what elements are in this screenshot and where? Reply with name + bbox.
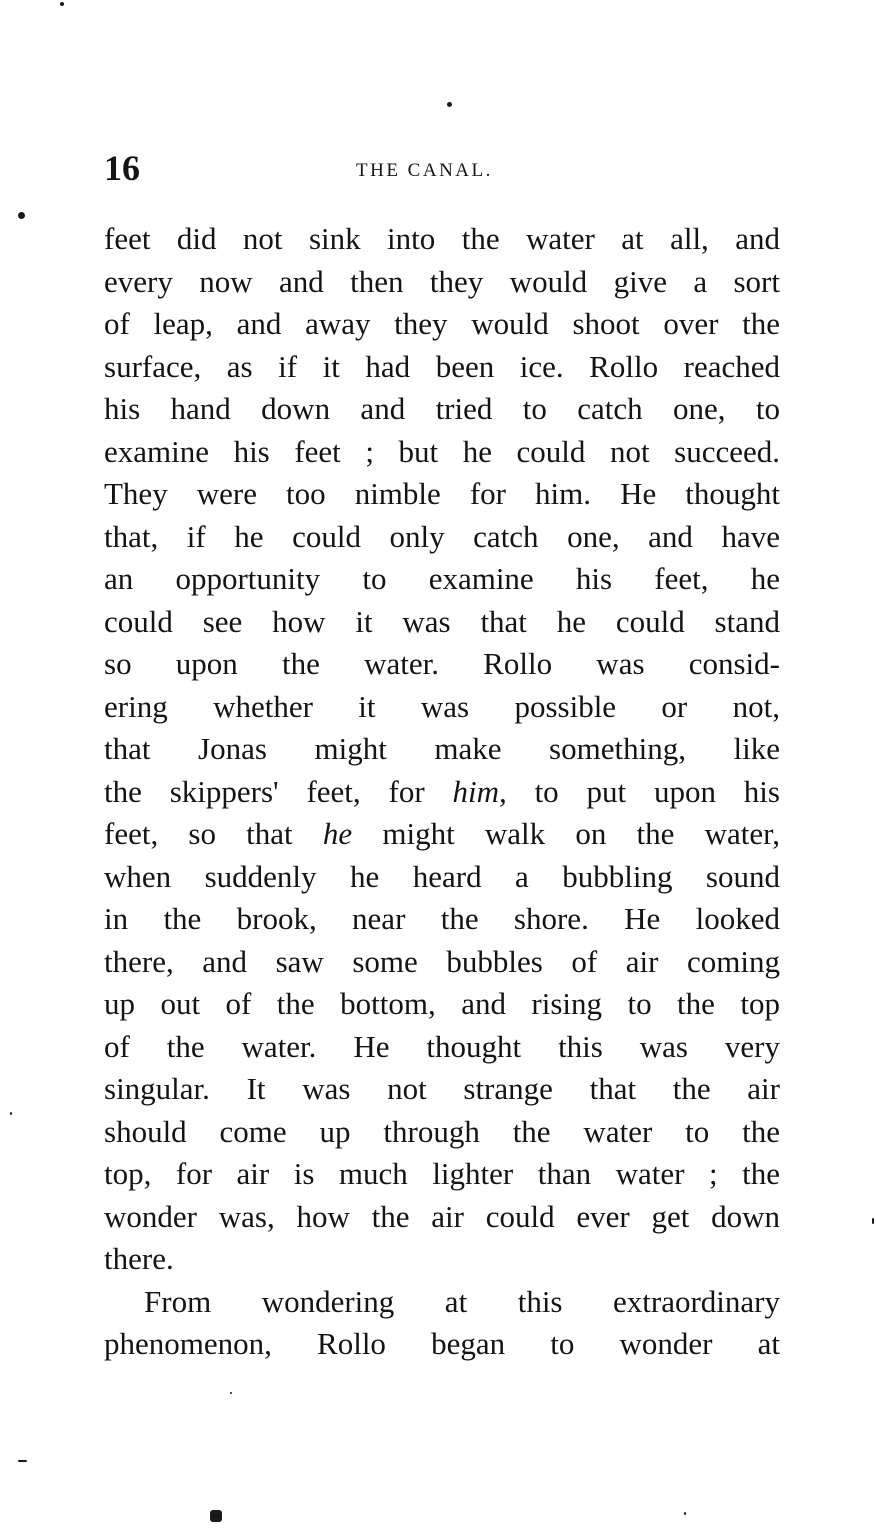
text-line: of the water. He thought this was very	[104, 1028, 780, 1064]
page-number: 16	[104, 148, 140, 188]
page-header	[104, 148, 780, 188]
scan-speck	[230, 1392, 232, 1394]
text-segment: feet, so that	[104, 816, 323, 851]
text-line: that, if he could only catch one, and have	[104, 518, 780, 554]
text-line: could see how it was that he could stand	[104, 603, 780, 639]
text-line: when suddenly he heard a bubbling sound	[104, 858, 780, 894]
text-line: singular. It was not strange that the air	[104, 1071, 780, 1106]
scan-speck	[10, 1112, 12, 1115]
text-line: that Jonas might make something, like	[104, 731, 780, 766]
text-line: From wondering at this extraordinary	[144, 1283, 780, 1319]
body-text	[104, 218, 780, 1366]
text-line: there.	[104, 1241, 174, 1276]
scan-speck	[684, 1512, 686, 1515]
scan-speck	[447, 102, 452, 107]
text-line: so upon the water. Rollo was consid-	[104, 646, 780, 681]
scan-speck	[210, 1510, 222, 1522]
running-title: THE CANAL.	[356, 160, 493, 181]
text-segment: the skippers' feet, for	[104, 773, 453, 809]
scan-speck	[872, 1218, 874, 1224]
text-line: should come up through the water to the	[104, 1113, 780, 1149]
italic-word: him,	[452, 773, 507, 809]
text-line: an opportunity to examine his feet, he	[104, 561, 780, 596]
text-line: his hand down and tried to catch one, to	[104, 391, 780, 426]
text-line: top, for air is much lighter than water ; the	[104, 1156, 780, 1191]
text-line: up out of the bottom, and rising to the top	[104, 986, 780, 1021]
text-line: feet did not sink into the water at all, and	[104, 221, 780, 256]
text-line: of leap, and away they would shoot over the	[104, 306, 780, 341]
text-line	[104, 771, 780, 814]
italic-word: he	[322, 816, 353, 851]
scan-speck	[18, 212, 25, 219]
text-segment: to put upon his	[506, 773, 780, 809]
text-line: ering whether it was possible or not,	[104, 688, 780, 724]
text-line: in the brook, near the shore. He looked	[104, 901, 780, 936]
text-line: They were too nimble for him. He thought	[104, 476, 780, 511]
text-segment: might walk on the water,	[352, 816, 780, 851]
text-line: every now and then they would give a sort	[104, 263, 780, 299]
text-line: examine his feet ; but he could not succeed.	[104, 433, 780, 469]
text-line	[104, 813, 780, 856]
scan-speck	[60, 2, 64, 6]
text-line: wonder was, how the air could ever get down	[104, 1198, 780, 1234]
text-line: there, and saw some bubbles of air coming	[104, 943, 780, 979]
text-line: surface, as if it had been ice. Rollo reached	[104, 348, 780, 384]
text-line: phenomenon, Rollo began to wonder at	[104, 1326, 780, 1361]
scan-speck	[18, 1460, 27, 1462]
